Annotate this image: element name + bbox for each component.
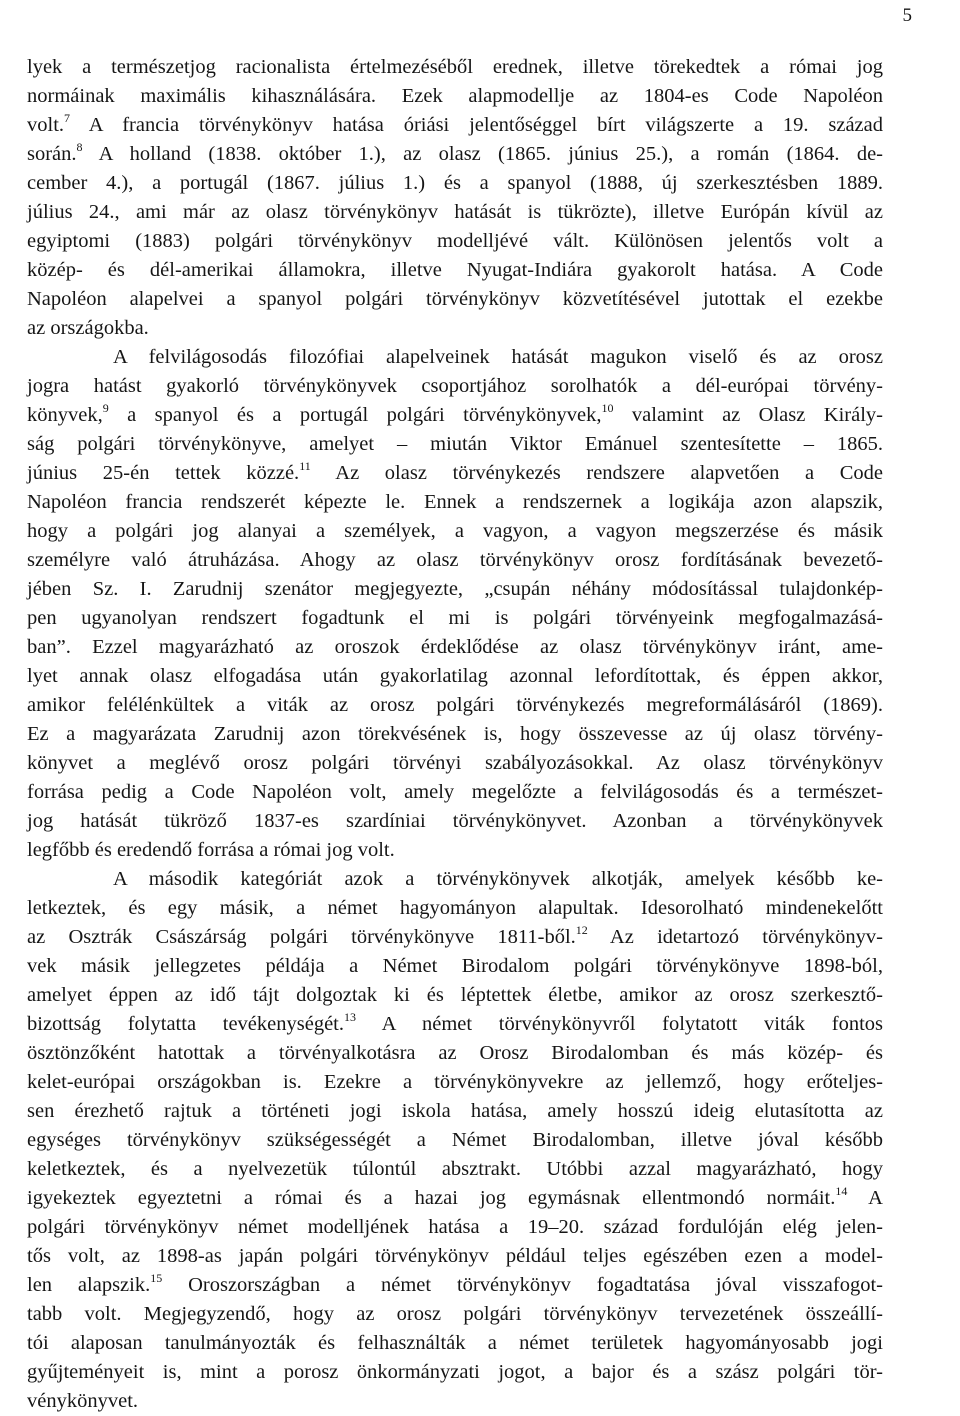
line-text: július 24., ami már az olasz törvénykönyv hatását is tükrözte), illetve Európán kívül az bbox=[27, 201, 883, 223]
line-text: A felvilágosodás filozófiai alapelveinek hatását magukon viselő és az orosz bbox=[113, 346, 883, 368]
line-text: A második kategóriát azok a törvénykönyvek alkotják, amelyek később ke- bbox=[113, 868, 883, 890]
text-line bbox=[27, 53, 883, 82]
line-text: A francia törvénykönyv hatása óriási jelentőséggel bírt világszerte a 19. század bbox=[70, 114, 883, 136]
text-line bbox=[27, 343, 883, 372]
line-text: tói alaposan tanulmányozták és felhasználták a német területek hagyományosabb jogi bbox=[27, 1332, 883, 1354]
text-line bbox=[27, 1097, 883, 1126]
text-line bbox=[27, 546, 883, 575]
text-line bbox=[27, 227, 883, 256]
text-line bbox=[27, 604, 883, 633]
line-text: személyre való átruházása. Ahogy az olasz törvénykönyv orosz fordításának bevezető- bbox=[27, 549, 883, 571]
footnote-ref: 12 bbox=[575, 923, 588, 937]
line-text: Napoléon alapelvei a spanyol polgári törvénykönyv közvetítésével jutottak el ezekbe bbox=[27, 288, 883, 310]
text-line bbox=[27, 401, 883, 430]
line-text: egységes törvénykönyv szükségességét a Német Birodalomban, illetve jóval később bbox=[27, 1129, 883, 1151]
footnote-ref: 13 bbox=[344, 1010, 356, 1024]
line-text: Az idetartozó törvénykönyv- bbox=[587, 926, 884, 948]
line-text: A bbox=[847, 1187, 883, 1209]
text-line bbox=[27, 865, 883, 894]
text-line bbox=[27, 575, 883, 604]
text-line bbox=[27, 285, 883, 314]
text-line bbox=[27, 1213, 883, 1242]
footnote-ref: 8 bbox=[76, 140, 83, 154]
line-text: lyet annak olasz elfogadása után gyakorlatilag azonnal lefordítottak, és éppen akkor, bbox=[27, 665, 883, 687]
text-line bbox=[27, 633, 883, 662]
text-line bbox=[27, 1300, 883, 1329]
line-text: tabb volt. Megjegyzendő, hogy az orosz polgári törvénykönyv tervezetének összeállí- bbox=[27, 1303, 883, 1325]
body-text bbox=[27, 53, 883, 1416]
line-text: június 25-én tettek közzé. bbox=[27, 462, 300, 484]
footnote-ref: 10 bbox=[601, 401, 614, 415]
text-line bbox=[27, 1184, 883, 1213]
line-text: A holland (1838. október 1.), az olasz (1865. június 25.), a román (1864. de- bbox=[82, 143, 883, 165]
line-text: ban”. Ezzel magyarázható az oroszok érdeklődése az olasz törvénykönyv iránt, ame- bbox=[27, 636, 883, 658]
footnote-ref: 11 bbox=[299, 459, 311, 473]
line-text: tős volt, az 1898-as japán polgári törvénykönyv például teljes egészében ezen a model- bbox=[27, 1245, 883, 1267]
line-text: az országokba. bbox=[27, 317, 149, 339]
text-line bbox=[27, 314, 883, 343]
text-line bbox=[27, 1358, 883, 1387]
line-text: len alapszik. bbox=[27, 1274, 151, 1296]
text-line bbox=[27, 894, 883, 923]
line-text: keletkeztek, és a nyelvezetük túlontúl absztrakt. Utóbbi azzal magyarázható, hogy bbox=[27, 1158, 883, 1180]
line-text: sen érezhető rajtuk a történeti jogi iskola hatása, amely hosszú ideig elutasította az bbox=[27, 1100, 883, 1122]
text-line bbox=[27, 430, 883, 459]
line-text: ság polgári törvénykönyve, amelyet – miután Viktor Emánuel szentesítette – 1865. bbox=[27, 433, 883, 455]
line-text: jog hatását tükröző 1837-es szardíniai törvénykönyvet. Azonban a törvénykönyvek bbox=[27, 810, 883, 832]
text-line bbox=[27, 952, 883, 981]
text-line bbox=[27, 198, 883, 227]
text-line bbox=[27, 662, 883, 691]
line-text: az Osztrák Császárság polgári törvénykönyve 1811-ből. bbox=[27, 926, 576, 948]
text-line bbox=[27, 1155, 883, 1184]
line-text: közép- és dél-amerikai államokra, illetve Nyugat-Indiára gyakorolt hatása. A Code bbox=[27, 259, 883, 281]
line-text: Az olasz törvénykezés rendszere alapvetően a Code bbox=[310, 462, 883, 484]
line-text: kelet-európai országokban is. Ezekre a törvénykönyvekre az jellemző, hogy erőteljes- bbox=[27, 1071, 883, 1093]
line-text: normáinak maximális kihasználására. Ezek alapmodellje az 1804-es Code Napoléon bbox=[27, 85, 883, 107]
text-line bbox=[27, 140, 883, 169]
line-text: A német törvénykönyvről folytatott viták fontos bbox=[356, 1013, 883, 1035]
line-text: volt. bbox=[27, 114, 65, 136]
line-text: valamint az Olasz Király- bbox=[613, 404, 883, 426]
line-text: Oroszországban a német törvénykönyv fogadtatása jóval visszafogot- bbox=[162, 1274, 883, 1296]
line-text: egyiptomi (1883) polgári törvénykönyv modelljévé vált. Különösen jelentős volt a bbox=[27, 230, 883, 252]
line-text: bizottság folytatta tevékenységét. bbox=[27, 1013, 344, 1035]
text-line bbox=[27, 1387, 883, 1416]
footnote-ref: 9 bbox=[102, 401, 109, 415]
text-line bbox=[27, 778, 883, 807]
page-number: 5 bbox=[902, 5, 912, 26]
text-line bbox=[27, 1242, 883, 1271]
footnote-ref: 15 bbox=[150, 1271, 163, 1285]
text-line bbox=[27, 807, 883, 836]
line-text: legfőbb és eredendő forrása a római jog volt. bbox=[27, 839, 395, 861]
line-text: lyek a természetjog racionalista értelmezéséből erednek, illetve törekedtek a római jog bbox=[27, 56, 883, 78]
line-text: letkeztek, és egy másik, a német hagyományon alapultak. Idesorolható mindenekelőtt bbox=[27, 897, 883, 919]
text-line bbox=[27, 1039, 883, 1068]
line-text: pen ugyanolyan rendszert fogadtunk el mi is polgári törvényeink megfogalmazásá- bbox=[27, 607, 883, 629]
line-text: Ez a magyarázata Zarudnij azon törekvésének is, hogy összevesse az új olasz törvény- bbox=[27, 723, 883, 745]
line-text: gyűjteményeit is, mint a porosz önkormányzati jogot, a bajor és a szász polgári tör- bbox=[27, 1361, 883, 1383]
line-text: vek másik jellegzetes példája a Német Birodalom polgári törvénykönyve 1898-ból, bbox=[27, 955, 883, 977]
line-text: könyvek, bbox=[27, 404, 103, 426]
text-line bbox=[27, 1068, 883, 1097]
text-line bbox=[27, 82, 883, 111]
text-line bbox=[27, 256, 883, 285]
text-line bbox=[27, 981, 883, 1010]
line-text: cember 4.), a portugál (1867. július 1.) és a spanyol (1888, új szerkesztésben 1889. bbox=[27, 172, 883, 194]
text-line bbox=[27, 488, 883, 517]
line-text: során. bbox=[27, 143, 77, 165]
text-line bbox=[27, 691, 883, 720]
line-text: amikor felélénkültek a viták az orosz polgári törvénykezés megreformálásáról (1869). bbox=[27, 694, 883, 716]
line-text: jogra hatást gyakorló törvénykönyvek csoportjához sorolhatók a dél-európai törvény- bbox=[27, 375, 883, 397]
line-text: jében Sz. I. Zarudnij szenátor megjegyezte, „csupán néhány módosítással tulajdonkép- bbox=[27, 578, 883, 600]
line-text: könyvet a meglévő orosz polgári törvényi szabályozásokkal. Az olasz törvénykönyv bbox=[27, 752, 883, 774]
text-line bbox=[27, 111, 883, 140]
footnote-ref: 7 bbox=[64, 111, 71, 125]
text-line bbox=[27, 1329, 883, 1358]
line-text: Napoléon francia rendszerét képezte le. Ennek a rendszernek a logikája azon alapszik, bbox=[27, 491, 883, 513]
text-line bbox=[27, 459, 883, 488]
text-line bbox=[27, 169, 883, 198]
text-line bbox=[27, 720, 883, 749]
line-text: hogy a polgári jog alanyai a személyek, a vagyon, a vagyon megszerzése és másik bbox=[27, 520, 883, 542]
line-text: polgári törvénykönyv német modelljének hatása a 19–20. század fordulóján elég jelen- bbox=[27, 1216, 883, 1238]
text-line bbox=[27, 749, 883, 778]
text-line bbox=[27, 1126, 883, 1155]
text-line bbox=[27, 1271, 883, 1300]
line-text: ösztönzőként hatottak a törvényalkotásra az Orosz Birodalomban és más közép- és bbox=[27, 1042, 883, 1064]
text-line bbox=[27, 923, 883, 952]
line-text: vénykönyvet. bbox=[27, 1390, 139, 1412]
line-text: igyekeztek egyeztetni a római és a hazai jog egymásnak ellentmondó normáit. bbox=[27, 1187, 836, 1209]
text-line bbox=[27, 1010, 883, 1039]
line-text: amelyet éppen az idő tájt dolgoztak ki és léptettek életbe, amikor az orosz szerkesztő- bbox=[27, 984, 883, 1006]
text-line bbox=[27, 372, 883, 401]
footnote-ref: 14 bbox=[835, 1184, 848, 1198]
line-text: a spanyol és a portugál polgári törvénykönyvek, bbox=[108, 404, 602, 426]
text-line bbox=[27, 517, 883, 546]
line-text: forrása pedig a Code Napoléon volt, amely megelőzte a felvilágosodás és a természet- bbox=[27, 781, 883, 803]
text-line bbox=[27, 836, 883, 865]
